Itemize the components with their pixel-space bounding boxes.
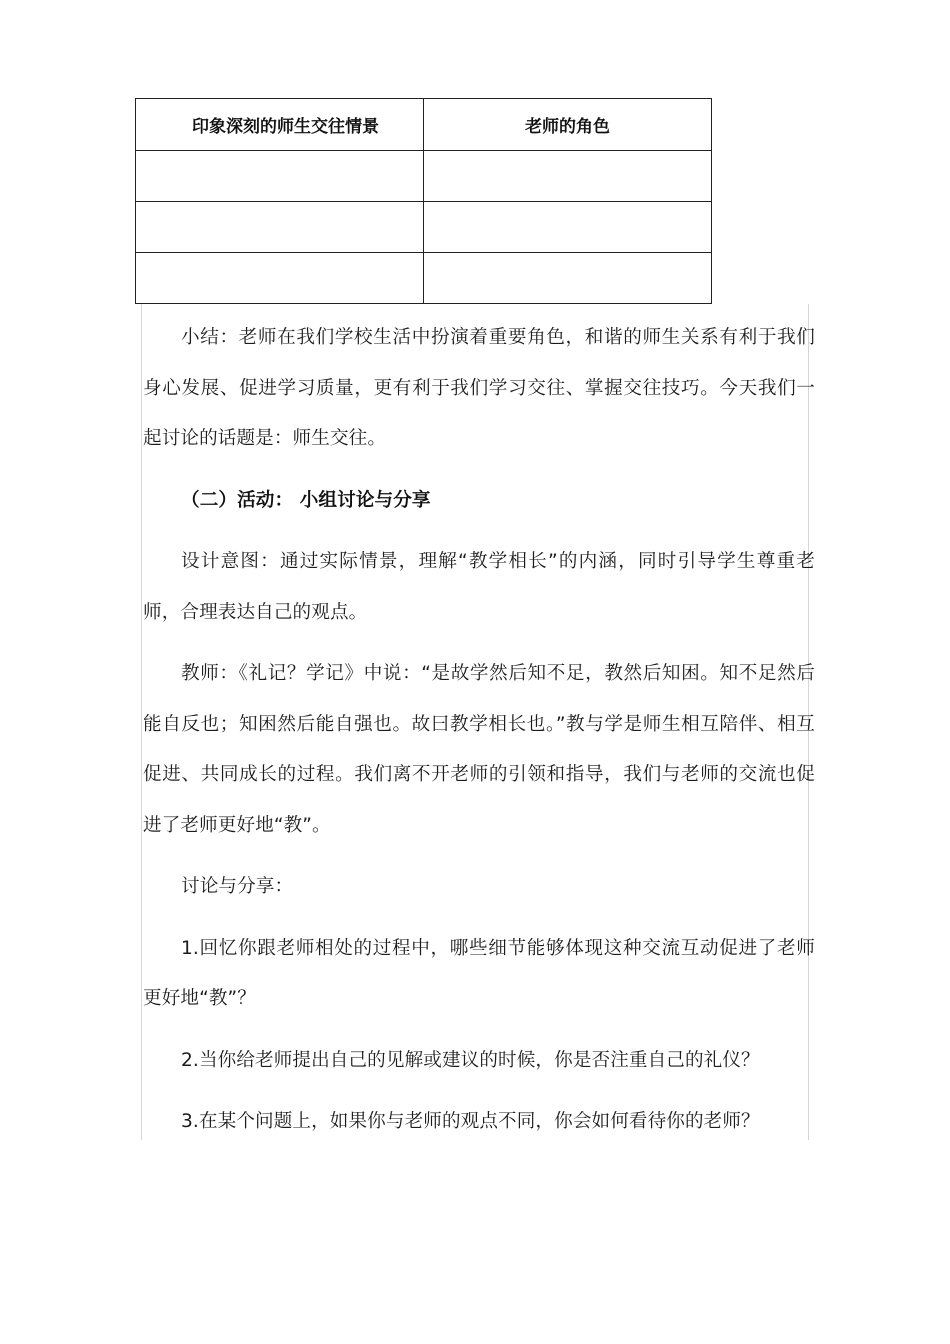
teacher-role-table [135, 98, 712, 304]
activity-heading: （二）活动： 小组讨论与分享 [181, 489, 431, 511]
table-header-role: 老师的角色 [424, 99, 712, 151]
discussion-label: 讨论与分享： [181, 876, 294, 897]
table-header-scene: 印象深刻的师生交往情景 [136, 99, 424, 151]
table-cell [424, 253, 712, 304]
teacher-quote-paragraph: 教师：《礼记？学记》中说：“是故学然后知不足，教然后知困。知不足然后能自反也；知困然后能自强也。故曰教学相长也。”教与学是师生相互陪伴、相互促进、共同成长的过程。我们离不开老师的引领和指导，我们与老师的交流也促进了老师更好地“教”。 [143, 663, 815, 836]
table-cell [136, 151, 424, 202]
document-body [143, 313, 815, 1148]
table-cell [136, 253, 424, 304]
design-intent-paragraph: 设计意图：通过实际情景，理解“教学相长”的内涵，同时引导学生尊重老师，合理表达自己的观点。 [143, 551, 815, 623]
table-header-row [136, 99, 712, 151]
table-cell [424, 202, 712, 253]
summary-paragraph: 小结：老师在我们学校生活中扮演着重要角色，和谐的师生关系有利于我们身心发展、促进学习质量，更有利于我们学习交往、掌握交往技巧。今天我们一起讨论的话题是：师生交往。 [143, 327, 815, 449]
table-row [136, 151, 712, 202]
question-3: 3.在某个问题上，如果你与老师的观点不同，你会如何看待你的老师？ [181, 1111, 760, 1132]
question-1: 1.回忆你跟老师相处的过程中，哪些细节能够体现这种交流互动促进了老师更好地“教”？ [143, 937, 815, 1009]
table-cell [136, 202, 424, 253]
frame-border-left [141, 304, 142, 1140]
table-cell [424, 151, 712, 202]
table-row [136, 202, 712, 253]
question-2: 2.当你给老师提出自己的见解或建议的时候，你是否注重自己的礼仪？ [181, 1049, 760, 1071]
table-row [136, 253, 712, 304]
